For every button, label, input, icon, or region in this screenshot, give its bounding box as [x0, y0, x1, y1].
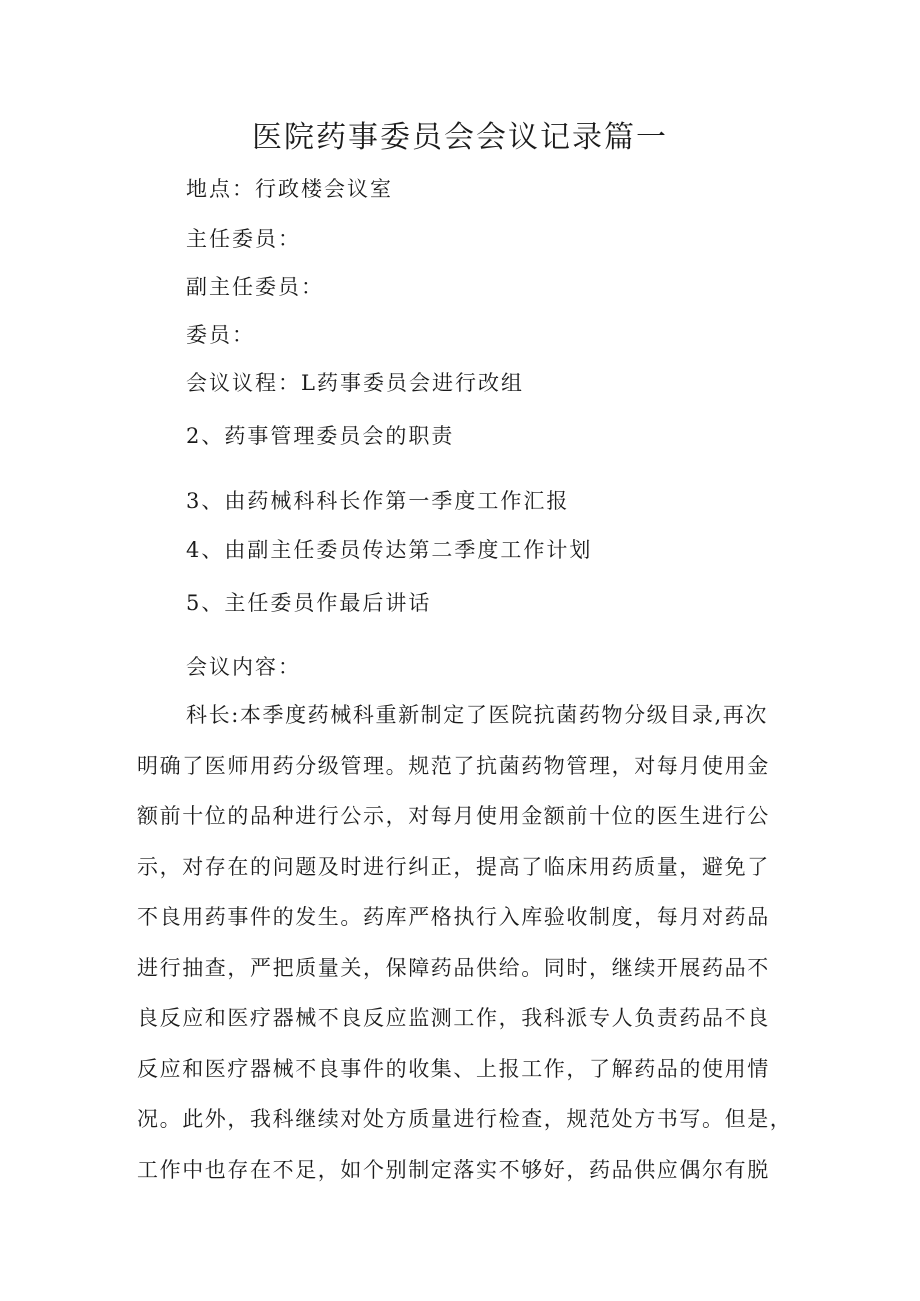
document-title: 医院药事委员会会议记录篇一 [252, 120, 668, 155]
content-line: 工作中也存在不足，如个别制定落实不够好，药品供应偶尔有脱 [137, 1157, 770, 1182]
content-line: 反应和医疗器械不良事件的收集、上报工作，了解药品的使用情 [137, 1056, 770, 1081]
content-line: 示，对存在的问题及时进行纠正，提高了临床用药质量，避免了 [137, 854, 770, 879]
agenda-item-1: 会议议程：L药事委员会进行改组 [186, 371, 524, 395]
content-line: 额前十位的品种进行公示，对每月使用金额前十位的医生进行公 [137, 804, 770, 828]
agenda-item-3: 3、由药械科科长作第一季度工作汇报 [186, 489, 570, 513]
members-field: 委员： [186, 323, 255, 347]
content-line: 进行抽查，严把质量关，保障药品供给。同时，继续开展药品不 [137, 955, 770, 980]
location-field: 地点：行政楼会议室 [186, 177, 393, 201]
content-line: 明确了医师用药分级管理。规范了抗菌药物管理，对每月使用金 [137, 753, 770, 778]
agenda-item-4: 4、由副主任委员传达第二季度工作计划 [186, 538, 593, 562]
director-field: 主任委员： [186, 227, 301, 251]
content-line: 不良用药事件的发生。药库严格执行入库验收制度，每月对药品 [137, 905, 770, 929]
content-paragraph [137, 690, 797, 1195]
deputy-director-field: 副主任委员： [186, 275, 324, 299]
agenda-item-5: 5、主任委员作最后讲话 [186, 591, 432, 615]
content-line: 况。此外，我科继续对处方质量进行检查，规范处方书写。但是， [137, 1107, 793, 1131]
agenda-item-2: 2、药事管理委员会的职责 [186, 424, 455, 448]
content-line: 良反应和医疗器械不良反应监测工作，我科派专人负责药品不良 [137, 1006, 770, 1030]
content-heading: 会议内容： [186, 655, 301, 679]
content-line: 科长:本季度药械科重新制定了医院抗菌药物分级目录,再次 [186, 703, 768, 727]
